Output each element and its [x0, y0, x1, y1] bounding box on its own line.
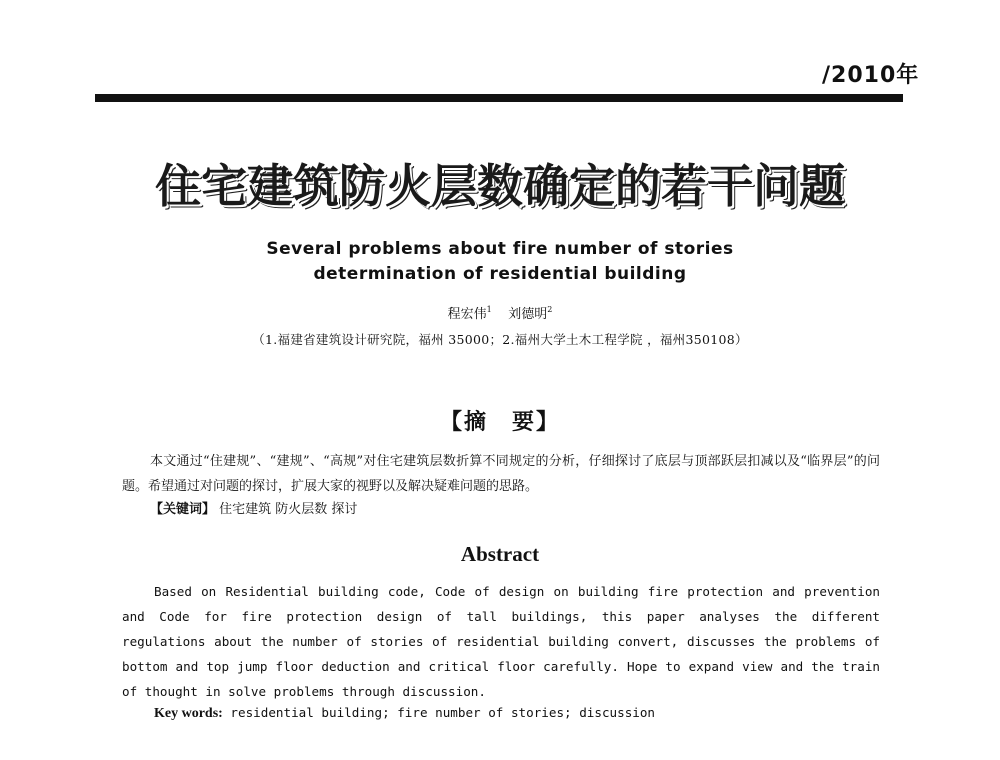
header-rule [95, 94, 903, 102]
abstract-cn-text: 本文通过“住建规”、“建规”、“高规”对住宅建筑层数折算不同规定的分析，仔细探讨了底层与顶部跃层扣减以及“临界层”的问题。希望通过对问题的探讨，扩展大家的视野以及解决疑难问题的思路。 [122, 454, 880, 494]
header-year: /2010年 [822, 63, 920, 88]
keywords-cn [150, 498, 357, 517]
abstract-en-heading: Abstract [460, 542, 540, 566]
authors [0, 303, 1000, 322]
keywords-en [154, 705, 655, 722]
author-2-mark: 2 [547, 305, 553, 314]
keywords-en-label: Key words: [154, 706, 223, 721]
author-2: 刘德明 [508, 307, 548, 322]
keywords-cn-value: 住宅建筑 防火层数 探讨 [219, 502, 358, 517]
title-chinese: 住宅建筑防火层数确定的若干问题 [155, 159, 845, 213]
abstract-cn-heading: 【摘 要】 [439, 409, 560, 435]
abstract-en-text: Based on Residential building code, Code of design on building fire protection and prevention and Code for fire protection design of tall buildings, this paper analyses the different regulations about the number of stories of residential building convert, discusses the problems of bottom and top jump floor deduction and critical floor carefully. Hope to expand view and the train of thought in solve problems through discussion. [122, 584, 880, 699]
keywords-cn-label: 【关键词】 [150, 502, 216, 517]
author-1-mark: 1 [486, 305, 492, 314]
author-1: 程宏伟 [447, 307, 487, 322]
title-english [0, 237, 1000, 287]
title-english-line1: Several problems about fire number of stories [266, 239, 734, 259]
affiliation: （1.福建省建筑设计研究院，福州 35000；2.福州大学土木工程学院 ，福州350108） [252, 332, 748, 347]
keywords-en-value: residential building; fire number of stories; discussion [230, 705, 656, 720]
title-english-line2: determination of residential building [313, 264, 687, 284]
